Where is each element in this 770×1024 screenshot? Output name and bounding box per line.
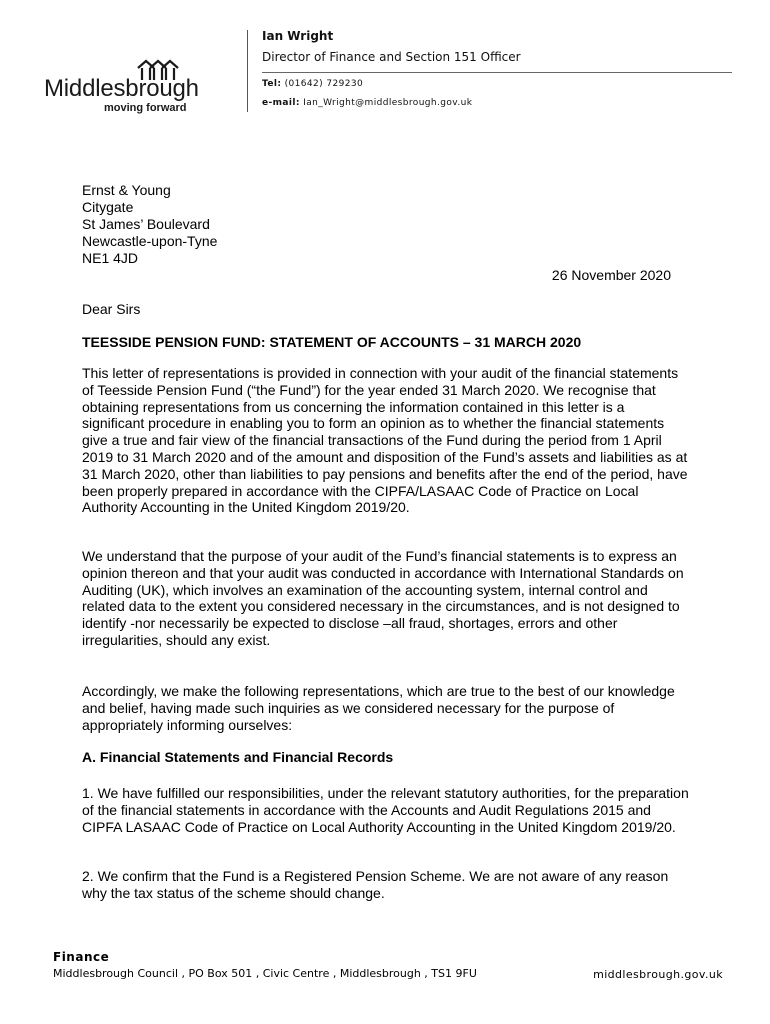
sender-name: Ian Wright	[262, 29, 334, 43]
tel-value: (01642) 729230	[284, 79, 364, 89]
header-divider-vertical	[247, 30, 248, 112]
logo-tagline: moving forward	[104, 102, 187, 114]
paragraph-text: 1. We have fulfilled our responsibilities, under the relevant statutory authorities, for the preparation of the financial statements in accordance with the Accounts and Audit Regulations 2015 and CIPFA LASAAC Code of Practice on Local Authority Accounting in the United Kingdom 2019/20.	[82, 785, 689, 835]
paragraph-2	[82, 548, 690, 649]
address-line: Ernst & Young	[82, 182, 171, 198]
letter-subject: TEESSIDE PENSION FUND: STATEMENT OF ACCOUNTS – 31 MARCH 2020	[82, 334, 582, 350]
email-label: e-mail:	[262, 98, 300, 108]
salutation: Dear Sirs	[82, 301, 141, 317]
paragraph-1	[82, 365, 690, 516]
sender-role: Director of Finance and Section 151 Officer	[262, 50, 521, 64]
section-a-heading: A. Financial Statements and Financial Records	[82, 749, 394, 765]
recipient-address	[82, 182, 217, 267]
sender-telephone	[262, 79, 363, 89]
address-line: Newcastle-upon-Tyne	[82, 233, 218, 249]
address-line: St James’ Boulevard	[82, 216, 210, 232]
paragraph-text: Accordingly, we make the following representations, which are true to the best of our knowledge and belief, having made such inquiries as we considered necessary for the purpose of appropriately informing ourselves:	[82, 683, 675, 733]
tel-label: Tel:	[262, 79, 282, 89]
representation-1	[82, 785, 690, 835]
paragraph-text: 2. We confirm that the Fund is a Registered Pension Scheme. We are not aware of any reason why the tax status of the scheme should change.	[82, 868, 669, 901]
representation-2	[82, 868, 690, 902]
middlesbrough-logo	[44, 58, 224, 118]
email-value: Ian_Wright@middlesbrough.gov.uk	[303, 98, 473, 108]
logo-wordmark: Middlesbrough	[44, 75, 199, 102]
footer-address: Middlesbrough Council , PO Box 501 , Civic Centre , Middlesbrough , TS1 9FU	[53, 967, 477, 980]
sender-email	[262, 98, 472, 108]
header-divider-horizontal	[262, 72, 732, 73]
letter-date: 26 November 2020	[551, 267, 671, 283]
paragraph-text: This letter of representations is provided in connection with your audit of the financial statements of Teesside Pension Fund (“the Fund”) for the year ended 31 March 2020. We recognise that obtaining representations from us concerning the information contained in this letter is a significant procedure in enabling you to form an opinion as to whether the financial statements give a true and fair view of the financial transactions of the Fund during the period from 1 April 2019 to 31 March 2020 and of the amount and disposition of the Fund’s assets and liabilities as at 31 March 2020, other than liabilities to pay pensions and benefits after the end of the period, have been properly prepared in accordance with the CIPFA/LASAAC Code of Practice on Local Authority Accounting in the United Kingdom 2019/20.	[82, 365, 688, 516]
footer-department: Finance	[53, 950, 110, 964]
address-line: NE1 4JD	[82, 250, 139, 266]
paragraph-3	[82, 683, 690, 733]
footer-website: middlesbrough.gov.uk	[593, 968, 723, 981]
address-line: Citygate	[82, 199, 134, 215]
paragraph-text: We understand that the purpose of your audit of the Fund’s financial statements is to express an opinion thereon and that your audit was conducted in accordance with International Standards on Auditing (UK), which involves an examination of the accounting system, internal control and related data to the extent you considered necessary in the circumstances, and is not designed to identify -nor necessarily be expected to disclose –all fraud, shortages, errors and other irregularities, should any exist.	[82, 548, 684, 648]
